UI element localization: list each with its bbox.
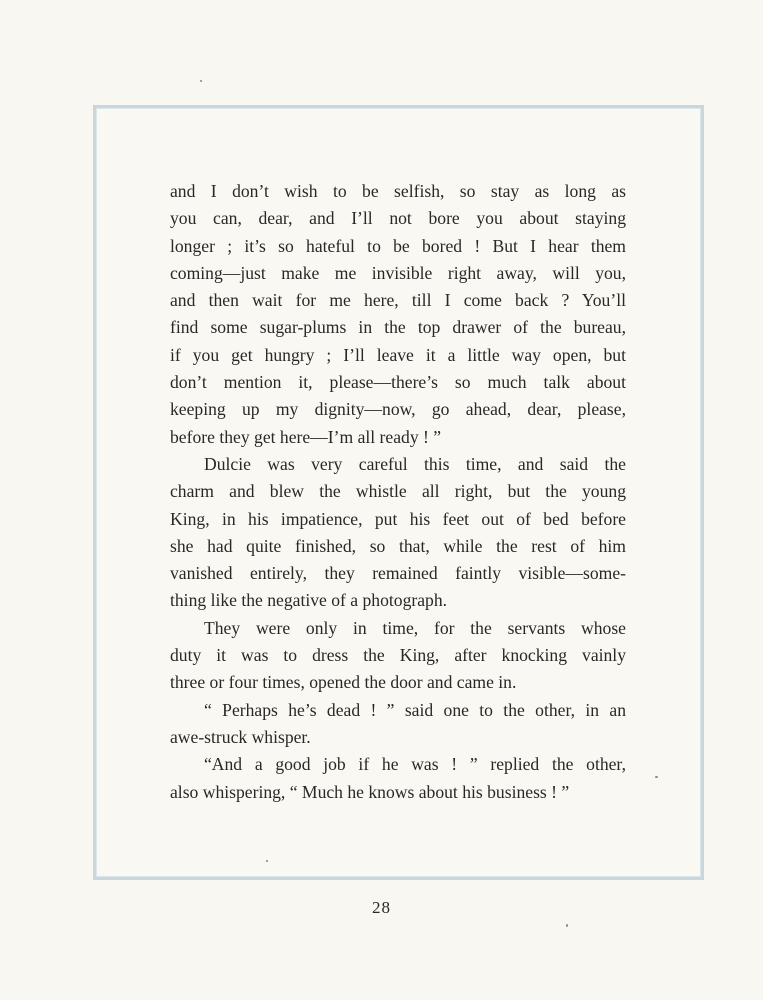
text-line: awe-struck whisper. [170,726,311,747]
text-line: find some sugar-plums in the top drawer of the bureau, [170,317,626,338]
text-line: and I don’t wish to be selfish, so stay as long as [170,181,626,201]
paper-speck [566,924,568,927]
paragraph-4 [170,697,626,752]
text-line: duty it was to dress the King, after knocking vainly [170,645,626,666]
text-line: “ Perhaps he’s dead ! ” said one to the other, in an [204,699,626,720]
paragraph-1 [170,178,626,451]
text-line: Dulcie was very careful this time, and said the [204,453,626,474]
text-line: three or four times, opened the door and came in. [170,672,517,693]
text-line: King, in his impatience, put his feet out of bed before [170,508,626,529]
text-line: also whispering, “ Much he knows about his business ! ” [170,781,570,802]
text-line: keeping up my dignity—now, go ahead, dear, please, [170,399,626,420]
page-number: 28 [372,898,391,917]
text-line: before they get here—I’m all ready ! ” [170,426,442,447]
text-line: don’t mention it, please—there’s so much talk about [170,372,626,393]
text-line: you can, dear, and I’ll not bore you about staying [170,208,626,229]
text-line: “And a good job if he was ! ” replied the other, [204,754,626,775]
text-line: charm and blew the whistle all right, but the young [170,481,626,502]
paper-speck [266,860,268,862]
text-line: They were only in time, for the servants whose [204,617,626,638]
paragraph-2 [170,451,626,615]
text-line: if you get hungry ; I’ll leave it a little way open, but [170,344,626,365]
paper-speck [200,80,202,82]
paper-speck [655,776,658,778]
paragraph-5 [170,751,626,806]
text-line: she had quite finished, so that, while the rest of him [170,535,626,556]
text-line: vanished entirely, they remained faintly visible—some- [170,563,626,584]
body-text [170,178,626,806]
text-line: longer ; it’s so hateful to be bored ! But I hear them [170,235,626,256]
text-line: and then wait for me here, till I come back ? You’ll [170,290,626,311]
paragraph-3 [170,615,626,697]
text-line: thing like the negative of a photograph. [170,590,448,611]
text-line: coming—just make me invisible right away, will you, [170,262,626,283]
